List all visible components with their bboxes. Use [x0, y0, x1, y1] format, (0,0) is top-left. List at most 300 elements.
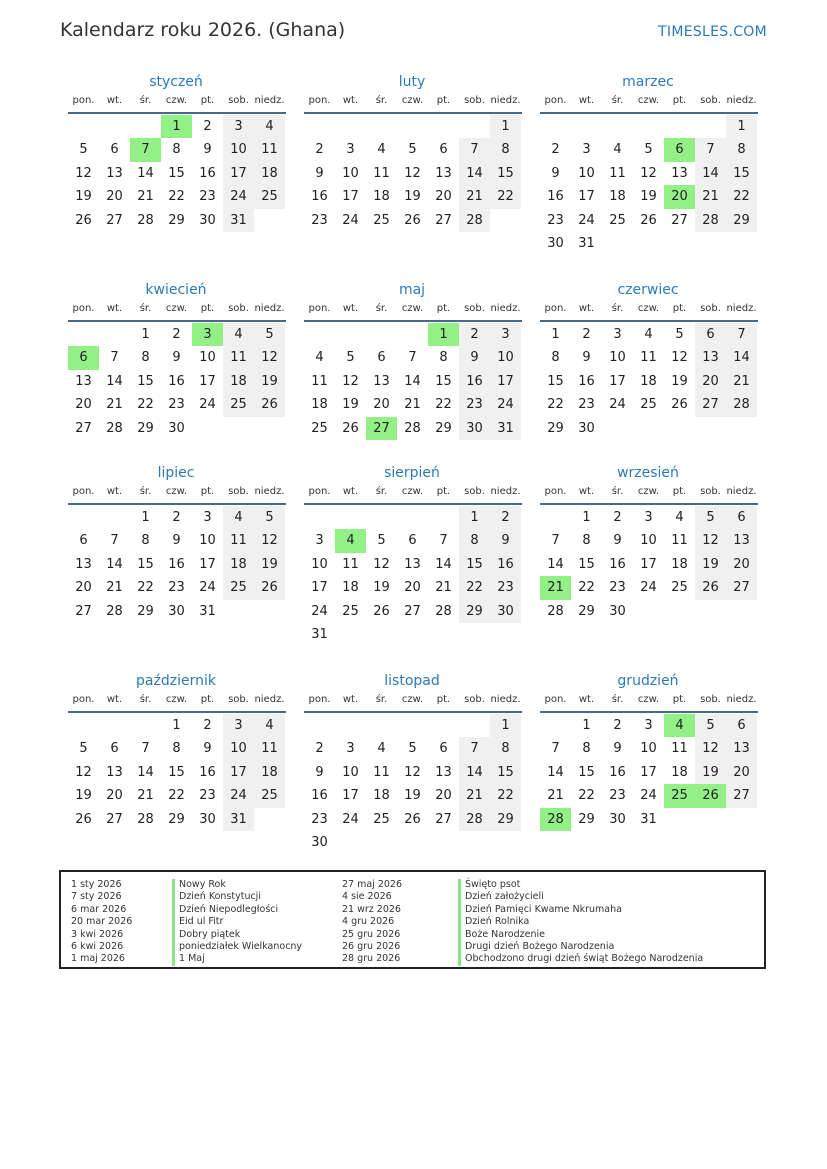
- weekday-label: śr.: [375, 694, 388, 705]
- day-cell: 22: [547, 397, 564, 413]
- day-cell: 29: [547, 420, 564, 436]
- weekday-header: [540, 691, 758, 713]
- weekday-header: [304, 691, 522, 713]
- day-cell: 23: [199, 189, 216, 205]
- day-cell: 5: [695, 714, 726, 737]
- day-cell: 8: [551, 350, 560, 366]
- brand-logo[interactable]: TIMESLES.COM: [658, 24, 767, 40]
- holiday-name: Dzień Konstytucji: [172, 891, 302, 903]
- day-cell: 7: [695, 138, 726, 161]
- day-cell: 3: [644, 718, 653, 733]
- day-cell: 18: [671, 556, 688, 572]
- weekday-label: wt.: [106, 303, 123, 314]
- day-cell: 26: [342, 420, 359, 436]
- day-cell: 28: [726, 393, 757, 416]
- weekday-label: pt.: [200, 303, 215, 314]
- empty-cell: [633, 115, 664, 138]
- day-cell: 24: [223, 185, 254, 208]
- weekday-label: niedz.: [254, 486, 285, 497]
- weekday-label: sob.: [464, 303, 485, 314]
- empty-cell: [68, 323, 99, 346]
- day-cell: 5: [644, 142, 653, 158]
- day-cell: 12: [342, 373, 359, 389]
- day-cell: 28: [106, 420, 123, 436]
- weekday-label: niedz.: [726, 95, 757, 106]
- days-grid: [304, 714, 522, 854]
- day-cell: 25: [342, 603, 359, 619]
- day-cell: 22: [168, 788, 185, 804]
- day-cell: 10: [640, 741, 657, 757]
- day-cell: 13: [75, 556, 92, 572]
- holiday-day-cell: 4: [664, 714, 695, 737]
- day-cell: 24: [640, 580, 657, 596]
- day-cell: 29: [459, 600, 490, 623]
- month-name: sierpień: [384, 465, 440, 481]
- day-cell: 10: [199, 350, 216, 366]
- day-cell: 5: [254, 506, 285, 529]
- holiday-date: 6 mar 2026: [71, 903, 127, 915]
- day-cell: 10: [223, 138, 254, 161]
- day-cell: 2: [172, 327, 181, 342]
- day-cell: 14: [106, 556, 123, 572]
- weekday-label: czw.: [401, 486, 424, 497]
- day-cell: 9: [490, 529, 521, 552]
- day-cell: 27: [435, 212, 452, 228]
- weekday-label: wt.: [578, 486, 595, 497]
- day-cell: 1: [551, 327, 560, 342]
- holiday-day-cell: 6: [664, 138, 695, 161]
- day-cell: 27: [435, 811, 452, 827]
- holiday-date: 4 gru 2026: [342, 916, 395, 928]
- day-cell: 14: [726, 346, 757, 369]
- day-cell: 11: [640, 350, 657, 366]
- weekday-label: sob.: [700, 95, 721, 106]
- empty-cell: [459, 115, 490, 138]
- day-cell: 20: [404, 580, 421, 596]
- day-cell: 27: [106, 212, 123, 228]
- weekday-label: pon.: [308, 486, 331, 497]
- day-cell: 26: [75, 811, 92, 827]
- empty-cell: [428, 714, 459, 737]
- empty-cell: [366, 714, 397, 737]
- holiday-name: Drugi dzień Bożego Narodzenia: [458, 941, 703, 953]
- weekday-label: wt.: [106, 486, 123, 497]
- day-cell: 30: [578, 420, 595, 436]
- day-cell: 22: [490, 784, 521, 807]
- day-cell: 21: [106, 580, 123, 596]
- month-name: kwiecień: [145, 282, 207, 298]
- weekday-label: pt.: [200, 486, 215, 497]
- weekday-label: pon.: [544, 486, 567, 497]
- day-cell: 25: [671, 580, 688, 596]
- month-calendar: [66, 671, 286, 831]
- month-name: październik: [136, 673, 216, 689]
- holiday-date: 1 sty 2026: [71, 879, 122, 890]
- day-cell: 15: [490, 761, 521, 784]
- day-cell: 5: [408, 142, 417, 158]
- weekday-label: wt.: [106, 95, 123, 106]
- day-cell: 12: [254, 346, 285, 369]
- day-cell: 5: [79, 142, 88, 158]
- day-cell: 12: [404, 165, 421, 181]
- day-cell: 21: [547, 788, 564, 804]
- day-cell: 13: [373, 373, 390, 389]
- day-cell: 15: [726, 162, 757, 185]
- days-grid: [68, 323, 286, 440]
- day-cell: 8: [459, 529, 490, 552]
- weekday-label: sob.: [464, 486, 485, 497]
- day-cell: 10: [640, 533, 657, 549]
- weekday-label: czw.: [637, 694, 660, 705]
- day-cell: 16: [547, 189, 564, 205]
- day-cell: 9: [315, 764, 324, 780]
- holiday-name: Dzień Rolnika: [458, 916, 703, 928]
- days-grid: [540, 323, 758, 440]
- day-cell: 7: [110, 533, 119, 549]
- day-cell: 14: [547, 556, 564, 572]
- holiday-date: 21 wrz 2026: [342, 903, 401, 915]
- day-cell: 2: [551, 142, 560, 158]
- day-cell: 15: [490, 162, 521, 185]
- day-cell: 15: [578, 556, 595, 572]
- weekday-label: śr.: [139, 694, 152, 705]
- day-cell: 18: [671, 764, 688, 780]
- days-grid: [68, 115, 286, 232]
- day-cell: 23: [199, 788, 216, 804]
- weekday-label: sob.: [228, 95, 249, 106]
- day-cell: 27: [404, 603, 421, 619]
- day-cell: 4: [254, 714, 285, 737]
- day-cell: 21: [459, 784, 490, 807]
- weekday-label: niedz.: [490, 95, 521, 106]
- day-cell: 27: [726, 576, 757, 599]
- day-cell: 21: [435, 580, 452, 596]
- day-cell: 29: [435, 420, 452, 436]
- days-grid: [304, 506, 522, 646]
- weekday-label: czw.: [637, 95, 660, 106]
- month-calendar: [66, 280, 286, 440]
- day-cell: 22: [435, 397, 452, 413]
- day-cell: 29: [726, 209, 757, 232]
- day-cell: 6: [79, 533, 88, 549]
- weekday-label: niedz.: [490, 486, 521, 497]
- day-cell: 13: [106, 165, 123, 181]
- day-cell: 7: [110, 350, 119, 366]
- day-cell: 14: [137, 764, 154, 780]
- day-cell: 5: [346, 350, 355, 366]
- empty-cell: [335, 506, 366, 529]
- day-cell: 26: [671, 397, 688, 413]
- weekday-label: czw.: [165, 95, 188, 106]
- day-cell: 9: [315, 165, 324, 181]
- weekday-label: niedz.: [490, 303, 521, 314]
- day-cell: 27: [726, 784, 757, 807]
- day-cell: 11: [373, 165, 390, 181]
- day-cell: 18: [373, 788, 390, 804]
- empty-cell: [602, 115, 633, 138]
- day-cell: 9: [203, 741, 212, 757]
- day-cell: 30: [311, 834, 328, 850]
- day-cell: 17: [490, 370, 521, 393]
- weekday-label: wt.: [342, 486, 359, 497]
- day-cell: 2: [613, 510, 622, 525]
- day-cell: 21: [137, 189, 154, 205]
- holiday-date: 20 mar 2026: [71, 916, 133, 928]
- day-cell: 31: [578, 235, 595, 251]
- weekday-label: pt.: [200, 95, 215, 106]
- day-cell: 15: [137, 556, 154, 572]
- weekday-label: śr.: [611, 303, 624, 314]
- day-cell: 14: [137, 165, 154, 181]
- holiday-day-cell: 7: [130, 138, 161, 161]
- empty-cell: [68, 506, 99, 529]
- day-cell: 23: [609, 580, 626, 596]
- day-cell: 11: [254, 138, 285, 161]
- day-cell: 22: [168, 189, 185, 205]
- day-cell: 28: [137, 212, 154, 228]
- month-name: marzec: [622, 74, 674, 90]
- day-cell: 12: [254, 529, 285, 552]
- day-cell: 2: [459, 323, 490, 346]
- day-cell: 23: [609, 788, 626, 804]
- weekday-label: pon.: [308, 694, 331, 705]
- day-cell: 30: [459, 417, 490, 440]
- day-cell: 17: [223, 162, 254, 185]
- day-cell: 13: [695, 346, 726, 369]
- holiday-name: poniedziałek Wielkanocny: [172, 941, 302, 953]
- day-cell: 19: [254, 370, 285, 393]
- day-cell: 21: [726, 370, 757, 393]
- day-cell: 28: [459, 808, 490, 831]
- day-cell: 5: [408, 741, 417, 757]
- day-cell: 19: [373, 580, 390, 596]
- day-cell: 14: [459, 162, 490, 185]
- day-cell: 9: [613, 741, 622, 757]
- day-cell: 10: [199, 533, 216, 549]
- month-calendar: [538, 280, 758, 440]
- day-cell: 6: [695, 323, 726, 346]
- day-cell: 29: [168, 212, 185, 228]
- weekday-label: pt.: [436, 694, 451, 705]
- day-cell: 16: [168, 556, 185, 572]
- day-cell: 13: [671, 165, 688, 181]
- empty-cell: [397, 115, 428, 138]
- weekday-header: [68, 691, 286, 713]
- holiday-name: 1 Maj: [172, 953, 302, 965]
- weekday-label: pt.: [672, 303, 687, 314]
- holiday-name: Obchodzono drugi dzień świąt Bożego Narodzenia: [458, 953, 703, 965]
- day-cell: 31: [199, 603, 216, 619]
- day-cell: 16: [311, 788, 328, 804]
- empty-cell: [428, 506, 459, 529]
- day-cell: 18: [254, 761, 285, 784]
- day-cell: 3: [644, 510, 653, 525]
- empty-cell: [366, 506, 397, 529]
- day-cell: 17: [640, 556, 657, 572]
- day-cell: 5: [377, 533, 386, 549]
- holiday-date: 6 kwi 2026: [71, 940, 124, 952]
- day-cell: 19: [404, 788, 421, 804]
- day-cell: 5: [254, 323, 285, 346]
- day-cell: 12: [640, 165, 657, 181]
- empty-cell: [304, 115, 335, 138]
- weekday-label: niedz.: [254, 95, 285, 106]
- day-cell: 2: [315, 741, 324, 757]
- day-cell: 4: [315, 350, 324, 366]
- day-cell: 3: [613, 327, 622, 342]
- day-cell: 21: [137, 788, 154, 804]
- day-cell: 19: [671, 373, 688, 389]
- empty-cell: [68, 714, 99, 737]
- weekday-label: wt.: [106, 694, 123, 705]
- day-cell: 25: [373, 811, 390, 827]
- day-cell: 12: [75, 165, 92, 181]
- day-cell: 6: [726, 506, 757, 529]
- day-cell: 8: [141, 350, 150, 366]
- day-cell: 31: [223, 209, 254, 232]
- day-cell: 24: [640, 788, 657, 804]
- empty-cell: [397, 323, 428, 346]
- empty-cell: [366, 115, 397, 138]
- weekday-label: wt.: [578, 694, 595, 705]
- day-cell: 24: [199, 580, 216, 596]
- weekday-label: sob.: [464, 95, 485, 106]
- day-cell: 12: [695, 737, 726, 760]
- day-cell: 23: [311, 811, 328, 827]
- day-cell: 21: [459, 185, 490, 208]
- days-grid: [540, 506, 758, 623]
- day-cell: 11: [223, 529, 254, 552]
- empty-cell: [540, 115, 571, 138]
- empty-cell: [304, 714, 335, 737]
- day-cell: 18: [609, 189, 626, 205]
- day-cell: 11: [311, 373, 328, 389]
- day-cell: 6: [408, 533, 417, 549]
- day-cell: 11: [373, 764, 390, 780]
- day-cell: 25: [223, 393, 254, 416]
- weekday-label: pon.: [72, 95, 95, 106]
- day-cell: 4: [254, 115, 285, 138]
- day-cell: 22: [726, 185, 757, 208]
- holiday-name: Dzień Niepodległości: [172, 904, 302, 916]
- month-name: styczeń: [149, 74, 203, 90]
- day-cell: 20: [75, 397, 92, 413]
- day-cell: 16: [490, 553, 521, 576]
- day-cell: 19: [254, 553, 285, 576]
- day-cell: 8: [726, 138, 757, 161]
- day-cell: 19: [342, 397, 359, 413]
- weekday-label: pon.: [72, 303, 95, 314]
- month-name: czerwiec: [617, 282, 679, 298]
- day-cell: 10: [609, 350, 626, 366]
- day-cell: 27: [671, 212, 688, 228]
- day-cell: 13: [726, 737, 757, 760]
- weekday-label: pon.: [72, 694, 95, 705]
- day-cell: 7: [459, 138, 490, 161]
- holiday-name: Dobry piątek: [172, 929, 302, 941]
- day-cell: 17: [609, 373, 626, 389]
- day-cell: 12: [75, 764, 92, 780]
- day-cell: 25: [254, 185, 285, 208]
- weekday-label: wt.: [342, 694, 359, 705]
- day-cell: 13: [106, 764, 123, 780]
- day-cell: 3: [315, 533, 324, 549]
- day-cell: 3: [223, 714, 254, 737]
- day-cell: 19: [404, 189, 421, 205]
- day-cell: 7: [141, 741, 150, 757]
- holiday-name: Nowy Rok: [172, 879, 302, 891]
- day-cell: 8: [582, 533, 591, 549]
- weekday-label: śr.: [139, 95, 152, 106]
- day-cell: 13: [435, 764, 452, 780]
- weekday-label: niedz.: [490, 694, 521, 705]
- day-cell: 28: [547, 603, 564, 619]
- day-cell: 31: [490, 417, 521, 440]
- month-name: maj: [398, 282, 426, 298]
- day-cell: 7: [551, 533, 560, 549]
- day-cell: 12: [671, 350, 688, 366]
- holiday-day-cell: 25: [664, 784, 695, 807]
- day-cell: 2: [582, 327, 591, 342]
- month-name: lipiec: [157, 465, 195, 481]
- day-cell: 17: [578, 189, 595, 205]
- day-cell: 1: [490, 714, 521, 737]
- month-calendar: [538, 463, 758, 623]
- day-cell: 24: [490, 393, 521, 416]
- day-cell: 7: [408, 350, 417, 366]
- empty-cell: [304, 506, 335, 529]
- day-cell: 1: [582, 718, 591, 733]
- day-cell: 3: [223, 115, 254, 138]
- weekday-label: pt.: [436, 303, 451, 314]
- weekday-label: wt.: [578, 95, 595, 106]
- day-cell: 24: [199, 397, 216, 413]
- weekday-label: pon.: [308, 95, 331, 106]
- day-cell: 24: [223, 784, 254, 807]
- weekday-label: pt.: [672, 486, 687, 497]
- day-cell: 11: [342, 556, 359, 572]
- weekday-label: czw.: [165, 694, 188, 705]
- day-cell: 2: [490, 506, 521, 529]
- holiday-day-cell: 1: [428, 323, 459, 346]
- day-cell: 26: [75, 212, 92, 228]
- page-title: Kalendarz roku 2026. (Ghana): [60, 19, 346, 41]
- day-cell: 26: [640, 212, 657, 228]
- day-cell: 10: [311, 556, 328, 572]
- empty-cell: [99, 506, 130, 529]
- day-cell: 4: [644, 327, 653, 342]
- day-cell: 1: [172, 718, 181, 733]
- day-cell: 13: [404, 556, 421, 572]
- holiday-name: Dzień Pamięci Kwame Nkrumaha: [458, 904, 703, 916]
- holiday-name: Boże Narodzenie: [458, 929, 703, 941]
- month-name: listopad: [384, 673, 440, 689]
- day-cell: 16: [578, 373, 595, 389]
- holiday-name: Dzień założycieli: [458, 891, 703, 903]
- weekday-header: [304, 92, 522, 114]
- day-cell: 10: [490, 346, 521, 369]
- days-grid: [540, 714, 758, 831]
- holiday-date: 7 sty 2026: [71, 891, 122, 903]
- day-cell: 4: [377, 142, 386, 158]
- day-cell: 28: [404, 420, 421, 436]
- day-cell: 19: [695, 553, 726, 576]
- day-cell: 6: [110, 142, 119, 158]
- empty-cell: [304, 323, 335, 346]
- day-cell: 7: [439, 533, 448, 549]
- holiday-names-col-1: [172, 879, 302, 966]
- day-cell: 14: [106, 373, 123, 389]
